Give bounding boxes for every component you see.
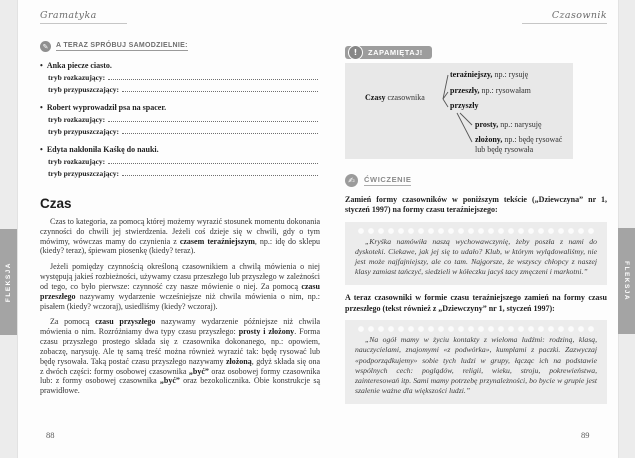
answer-line — [48, 73, 320, 82]
quote-text-2: „Na ogół mamy w życiu kontakty z wieloma ludźmi: rodziną, klasą, nauczycielami, znajomymi «z podwórka», kumplami z paczki. Zazwyczaj «podporządkujemy» sobie tych ludzi w grupy, łącząc ich na podstawie wspólnych cech: poglądów, religii, wieku, stroju, pokrewieństwa, zainteresowań itp. Sami mamy potrzebę przynależności, bo bycie w grupie jest szalenie ważne dla większości ludzi.” — [355, 335, 597, 395]
exercise-task-1: Zamień formy czasowników w poniższym tekście („Dziewczyna” nr 1, styczeń 1997) na formy czasu teraźniejszego: — [345, 195, 607, 215]
writing-hand-icon: ✍ — [345, 174, 358, 187]
diagram-sub-branch-prosty: prosty, np.: narysuję — [475, 120, 542, 129]
page-header: Gramatyka — [40, 10, 127, 24]
side-tab-label: FLEKSJA — [5, 261, 12, 303]
diagram-sub-branch-zlozony: złożony, np.: będę rysować lub będę rysowała — [475, 135, 563, 154]
diagram-root-label: Czasy czasownika — [365, 93, 425, 102]
bead-border — [357, 227, 595, 235]
quote-text-1: „Kryśka namówiła naszą wychowawczynię, żeby poszła z nami do dyskoteki. Ciekawe, jak jej się to udało? Klub, w którym wylądowaliśmy, nie jest może najfajniejszy, ale co tam. Najgorsze, że wszyscy chłopcy z naszej klasy zamiast tańczyć, siedzieli w kółeczku jacyś tacy zmęczeni i markotni.” — [355, 236, 597, 277]
answer-label: tryb przypuszczający: — [48, 85, 120, 94]
bullet: • — [40, 61, 43, 70]
tenses-diagram — [345, 63, 573, 159]
right-page — [345, 0, 607, 404]
side-tab-fleksja-left — [0, 229, 17, 335]
answer-line — [48, 157, 320, 166]
answer-label: tryb rozkazujący: — [48, 115, 106, 124]
diagram-branch-przyszly: przyszły — [450, 101, 479, 110]
dotted-leader — [108, 121, 318, 122]
left-page — [40, 0, 320, 396]
right-running-head — [345, 10, 607, 24]
diagram-branch-przeszly: przeszły, np.: rysowałam — [450, 86, 531, 95]
remember-badge — [345, 46, 432, 59]
page-number-right: 89 — [581, 430, 590, 440]
dotted-leader — [108, 79, 318, 80]
task-sentence — [40, 103, 320, 112]
dotted-leader — [122, 175, 318, 176]
side-tab-fleksja-right — [618, 228, 635, 334]
page-header: Czasownik — [522, 10, 607, 24]
remember-icon: ! — [348, 45, 363, 60]
task-sentence — [40, 145, 320, 154]
remember-label: ZAPAMIĘTAJ! — [368, 48, 423, 57]
answer-label: tryb przypuszczający: — [48, 169, 120, 178]
diagram-branch-terazniejszy: teraźniejszy, np.: rysuję — [450, 70, 529, 79]
answer-line — [48, 127, 320, 136]
bullet: • — [40, 103, 43, 112]
paragraph: Jeżeli pomiędzy czynnością określoną czasownikiem a chwilą mówienia o niej występują jakieś rozbieżności, używamy czasu przeszłego lub przyszłego w zależności od tego, co było pierwsze: czynność czy nasze mówienie o niej. Za pomocą czasu przeszłego nazywamy wydarzenie wcześniejsze niż chwila mówienia o nim, np.: pisałem (kiedy? wczoraj), usiedliśmy (kiedy? wczoraj). — [40, 262, 320, 311]
quote-box-1 — [345, 222, 607, 286]
answer-label: tryb rozkazujący: — [48, 73, 106, 82]
answer-line — [48, 85, 320, 94]
dotted-leader — [122, 91, 318, 92]
bead-border — [357, 325, 595, 333]
remember-badge-row — [345, 46, 607, 59]
dotted-leader — [122, 133, 318, 134]
task-item — [40, 61, 320, 94]
try-yourself-title: A TERAZ SPRÓBUJ SAMODZIELNIE: — [56, 42, 188, 49]
exercise-heading — [345, 174, 607, 187]
task-item — [40, 145, 320, 178]
page-number-left: 88 — [46, 430, 55, 440]
answer-line — [48, 169, 320, 178]
sentence-text: Edyta nakłoniła Kaśkę do nauki. — [46, 145, 159, 154]
try-yourself-heading — [40, 41, 320, 52]
sentence-text: Anka piecze ciasto. — [46, 61, 112, 70]
answer-line — [48, 115, 320, 124]
exercise-task-2: A teraz czasowniki w formie czasu teraźniejszego zamień na formy czasu przeszłego (tekst również z „Dziewczyny” nr 1, styczeń 1997): — [345, 293, 607, 313]
section-heading-czas: Czas — [40, 196, 72, 211]
paragraph: Czas to kategoria, za pomocą której możemy wyrazić stosunek momentu dokonania czynności do chwili jej stwierdzenia. Jeżeli coś dzieje się w chwili, gdy o tym mówimy, wówczas mamy do czynienia z czasem teraźniejszym, np.: idę do sklepu (kiedy? teraz), śpiewam piosenkę (kiedy? teraz). — [40, 217, 320, 256]
exercise-title: ĆWICZENIE — [364, 175, 412, 184]
dotted-leader — [108, 163, 318, 164]
side-tab-label: FLEKSJA — [623, 260, 630, 302]
paragraph: Za pomocą czasu przyszłego nazywamy wydarzenie późniejsze niż chwila mówienia o nim. Rozróżniamy dwa typy czasu przyszłego: prosty i złożony. Forma czasu przyszłego prostego składa się z czasownika dokonanego, np.: opowiem, zobaczę, narysuję. Ale tę samą treść można również wyrazić tak: będę rysować lub będę rysowała. Taką postać czasu przyszłego nazywamy złożoną, gdyż składa się ona z dwóch części: formy osobowej czasownika „być” oraz osobowej formy czasownika lub: z formy osobowej czasownika „być” oraz bezokolicznika. Obie konstrukcje są prawidłowe. — [40, 317, 321, 396]
task-item — [40, 103, 320, 136]
answer-label: tryb rozkazujący: — [48, 157, 106, 166]
answer-label: tryb przypuszczający: — [48, 127, 120, 136]
quote-box-2 — [345, 320, 607, 404]
task-sentence — [40, 61, 320, 70]
pencil-icon: ✎ — [40, 41, 51, 52]
left-running-head — [40, 10, 320, 24]
sentence-text: Robert wyprowadził psa na spacer. — [46, 103, 167, 112]
bullet: • — [40, 145, 43, 154]
